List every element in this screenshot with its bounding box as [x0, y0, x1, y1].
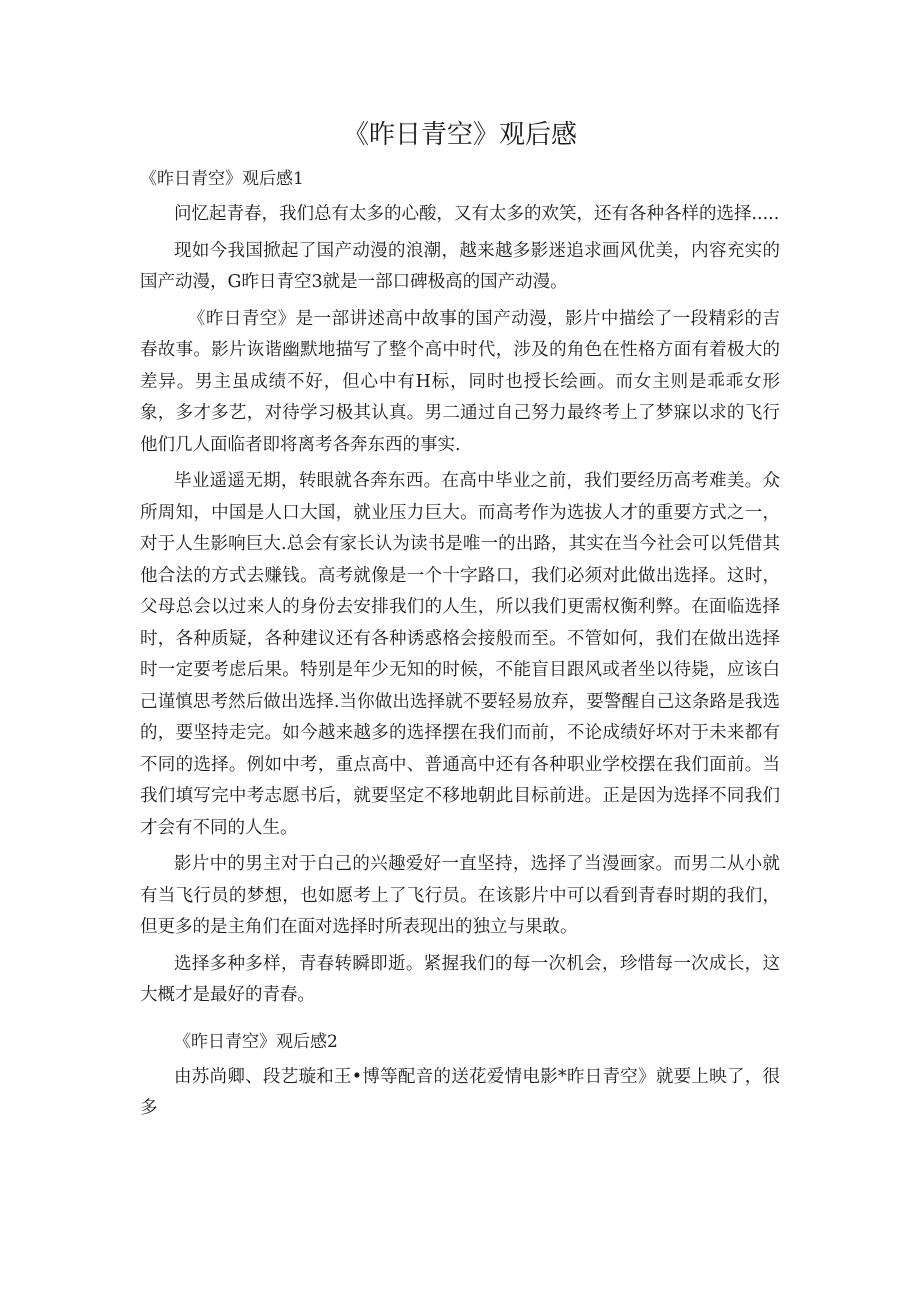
- section-1-paragraph-3: 《昨日青空》是一部讲述高中故事的国产动漫，影片中描绘了一段精彩的吉春故事。影片诙谐幽默地描写了整个高中时代，涉及的角色在性格方面有着极大的差异。男主虽成绩不好，但心中有H标，同时也授长绘画。而女主则是乖乖女形象，多才多艺，对待学习极其认真。男二通过自己努力最终考上了梦寐以求的飞行他们几人面临者即将离考各奔东西的事实.: [140, 308, 780, 455]
- section-1-paragraph-1: 问忆起青春，我们总有太多的心酸，又有太多的欢笑，还有各种各样的选择.....: [174, 204, 780, 224]
- document-body: [140, 164, 780, 1130]
- section-1-paragraph-5: 影片中的男主对于白己的兴趣爱好一直坚持，选择了当漫画家。而男二从小就有当飞行员的梦想，也如愿考上了飞行员。在该影片中可以看到青春时期的我们，但更多的是主角们在面对选择时所表现出的独立与果敢。: [140, 854, 780, 937]
- section-2-paragraph-1: 由苏尚卿、段艺璇和王•博等配音的送花爱情电影*昨日青空》就要上映了，很多: [140, 1066, 780, 1118]
- section-1-heading: 《昨日青空》观后感1: [140, 169, 304, 189]
- section-1-paragraph-6: 选择多种多样，青春转瞬即逝。紧握我们的每一次机会，珍惜每一次成长，这大概才是最好的青春。: [140, 953, 780, 1005]
- section-1-paragraph-2: 现如今我国掀起了国产动漫的浪潮，越来越多影迷追求画风优美，内容充实的国产动漫，G昨日青空3就是一部口碑极高的国产动漫。: [140, 240, 780, 292]
- section-1-paragraph-4: 毕业遥遥无期，转眼就各奔东西。在高中毕业之前，我们要经历高考难美。众所周知，中国是人口大国，就业压力巨大。而高考作为选拔人才的重要方式之一，对于人生影响巨大.总会有家长认为读书是唯一的出路，其实在当今社会可以凭借其他合法的方式去赚钱。高考就像是一个十字路口，我们必须对此做出选择。这时，父母总会以过来人的身份去安排我们的人生，所以我们更需权衡利弊。在面临选择时，各种质疑，各种建议还有各种诱惑格会接般而至。不管如何，我们在做出选择时一定要考虑后果。特别是年少无知的时候，不能盲目跟风或者坐以待毙，应该白己谨慎思考然后做出选择.当你做出选择就不要轻易放弃，要警醒自己这条路是我选的，要坚持走完。如今越来越多的选择摆在我们而前，不论成绩好坏对于未来都有不同的选择。例如中考，重点高中、普通高中还有各种职业学校摆在我们面前。当我们填写完中考志愿书后，就要坚定不移地朝此目标前进。正是因为选择不同我们才会有不同的人生。: [140, 471, 780, 838]
- section-2-heading: 《昨日青空》观后感2: [174, 1031, 338, 1052]
- document-title: 《昨日青空》观后感: [342, 120, 577, 150]
- section-gap: [140, 1017, 780, 1027]
